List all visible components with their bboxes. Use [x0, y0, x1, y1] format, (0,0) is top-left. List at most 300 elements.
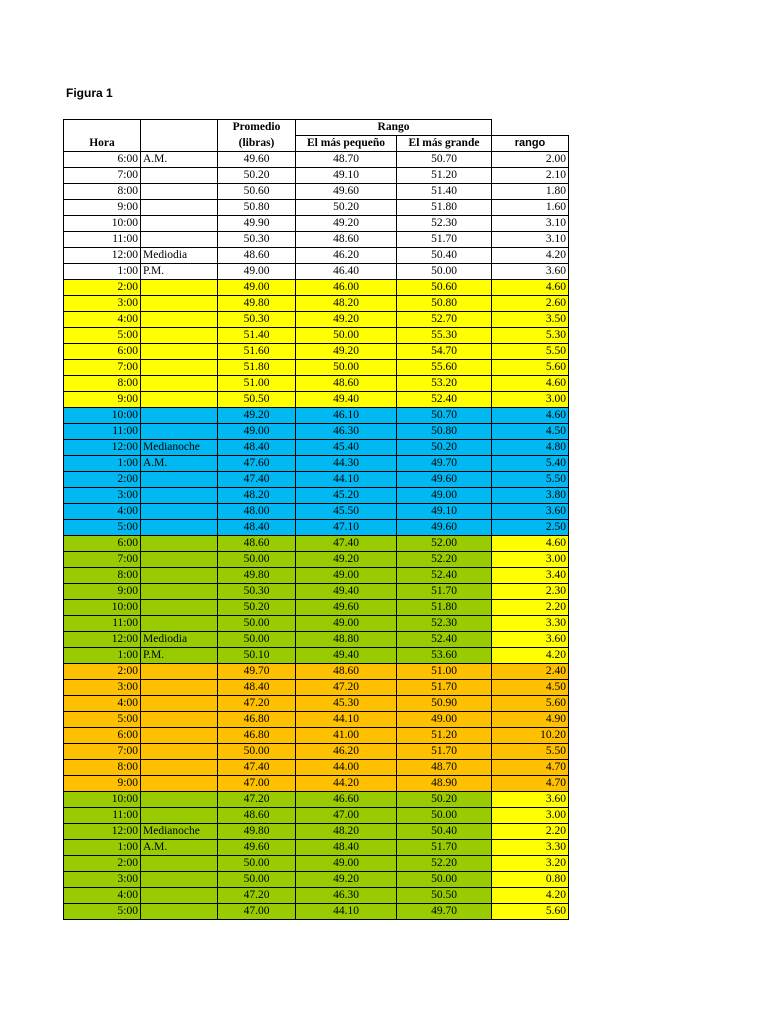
- period-label: P.M.: [141, 264, 218, 280]
- smallest-cell: 48.20: [296, 296, 397, 312]
- rango-cell: 0.80: [492, 872, 569, 888]
- period-label: [141, 520, 218, 536]
- period-label: [141, 792, 218, 808]
- header-promedio-unit: (libras): [218, 136, 296, 152]
- table-row: [64, 200, 569, 216]
- hora-cell: 5:00: [64, 520, 141, 536]
- period-label: [141, 408, 218, 424]
- period-label: [141, 904, 218, 920]
- largest-cell: 50.90: [397, 696, 492, 712]
- largest-cell: 49.60: [397, 472, 492, 488]
- period-label: [141, 168, 218, 184]
- promedio-cell: 49.60: [218, 152, 296, 168]
- rango-cell: 2.00: [492, 152, 569, 168]
- table-row: [64, 712, 569, 728]
- hora-cell: 7:00: [64, 360, 141, 376]
- hora-cell: 2:00: [64, 280, 141, 296]
- period-label: [141, 552, 218, 568]
- rango-cell: 2.20: [492, 824, 569, 840]
- largest-cell: 50.40: [397, 248, 492, 264]
- largest-cell: 51.80: [397, 600, 492, 616]
- period-label: [141, 744, 218, 760]
- promedio-cell: 49.60: [218, 840, 296, 856]
- promedio-cell: 50.20: [218, 600, 296, 616]
- largest-cell: 55.30: [397, 328, 492, 344]
- smallest-cell: 47.00: [296, 808, 397, 824]
- smallest-cell: 46.60: [296, 792, 397, 808]
- hora-cell: 4:00: [64, 696, 141, 712]
- smallest-cell: 49.20: [296, 344, 397, 360]
- period-label: [141, 184, 218, 200]
- hora-cell: 1:00: [64, 840, 141, 856]
- hora-cell: 8:00: [64, 184, 141, 200]
- table-row: [64, 632, 569, 648]
- period-label: [141, 600, 218, 616]
- promedio-cell: 49.80: [218, 568, 296, 584]
- largest-cell: 50.00: [397, 808, 492, 824]
- rango-cell: 5.30: [492, 328, 569, 344]
- smallest-cell: 50.00: [296, 328, 397, 344]
- table-row: [64, 424, 569, 440]
- rango-cell: 3.50: [492, 312, 569, 328]
- hora-cell: 10:00: [64, 216, 141, 232]
- rango-cell: 3.80: [492, 488, 569, 504]
- largest-cell: 52.30: [397, 216, 492, 232]
- promedio-cell: 49.80: [218, 296, 296, 312]
- largest-cell: 51.80: [397, 200, 492, 216]
- hora-cell: 4:00: [64, 312, 141, 328]
- largest-cell: 48.90: [397, 776, 492, 792]
- smallest-cell: 45.40: [296, 440, 397, 456]
- promedio-cell: 50.30: [218, 584, 296, 600]
- hora-cell: 9:00: [64, 776, 141, 792]
- table-row: [64, 408, 569, 424]
- table-row: [64, 840, 569, 856]
- table-row: [64, 728, 569, 744]
- rango-cell: 4.50: [492, 680, 569, 696]
- rango-cell: 3.10: [492, 232, 569, 248]
- table-row: [64, 792, 569, 808]
- period-label: [141, 808, 218, 824]
- table-row: [64, 520, 569, 536]
- hora-cell: 7:00: [64, 168, 141, 184]
- hora-cell: 3:00: [64, 488, 141, 504]
- largest-cell: 50.70: [397, 408, 492, 424]
- hora-cell: 5:00: [64, 712, 141, 728]
- promedio-cell: 48.60: [218, 248, 296, 264]
- promedio-cell: 48.60: [218, 808, 296, 824]
- table-row: [64, 808, 569, 824]
- promedio-cell: 48.40: [218, 440, 296, 456]
- smallest-cell: 49.20: [296, 552, 397, 568]
- header-smallest: El más pequeño: [296, 136, 397, 152]
- largest-cell: 50.70: [397, 152, 492, 168]
- smallest-cell: 44.10: [296, 712, 397, 728]
- period-label: [141, 216, 218, 232]
- header-largest: El más grande: [397, 136, 492, 152]
- hora-cell: 2:00: [64, 856, 141, 872]
- hora-cell: 8:00: [64, 760, 141, 776]
- rango-cell: 3.20: [492, 856, 569, 872]
- largest-cell: 49.70: [397, 456, 492, 472]
- smallest-cell: 49.40: [296, 648, 397, 664]
- header-blank-cell: [492, 120, 569, 136]
- period-label: [141, 488, 218, 504]
- smallest-cell: 44.10: [296, 904, 397, 920]
- hora-cell: 12:00: [64, 632, 141, 648]
- table-row: [64, 232, 569, 248]
- rango-cell: 4.70: [492, 776, 569, 792]
- period-label: [141, 280, 218, 296]
- smallest-cell: 48.60: [296, 376, 397, 392]
- table-row: [64, 360, 569, 376]
- largest-cell: 52.40: [397, 632, 492, 648]
- largest-cell: 50.80: [397, 296, 492, 312]
- smallest-cell: 47.40: [296, 536, 397, 552]
- rango-cell: 10.20: [492, 728, 569, 744]
- smallest-cell: 46.20: [296, 248, 397, 264]
- promedio-cell: 50.50: [218, 392, 296, 408]
- rango-cell: 5.60: [492, 904, 569, 920]
- table-row: [64, 456, 569, 472]
- hora-cell: 1:00: [64, 456, 141, 472]
- hora-cell: 11:00: [64, 616, 141, 632]
- smallest-cell: 49.00: [296, 568, 397, 584]
- hora-cell: 2:00: [64, 664, 141, 680]
- table-row: [64, 312, 569, 328]
- period-label: [141, 696, 218, 712]
- hora-cell: 8:00: [64, 376, 141, 392]
- largest-cell: 51.00: [397, 664, 492, 680]
- rango-cell: 3.40: [492, 568, 569, 584]
- promedio-cell: 50.00: [218, 632, 296, 648]
- table-row: [64, 648, 569, 664]
- largest-cell: 50.50: [397, 888, 492, 904]
- table-row: [64, 280, 569, 296]
- rango-cell: 2.40: [492, 664, 569, 680]
- hora-cell: 12:00: [64, 440, 141, 456]
- largest-cell: 52.70: [397, 312, 492, 328]
- period-label: [141, 712, 218, 728]
- rango-cell: 2.60: [492, 296, 569, 312]
- promedio-cell: 47.20: [218, 696, 296, 712]
- table-row: [64, 664, 569, 680]
- largest-cell: 49.00: [397, 488, 492, 504]
- largest-cell: 53.60: [397, 648, 492, 664]
- largest-cell: 52.20: [397, 552, 492, 568]
- smallest-cell: 46.10: [296, 408, 397, 424]
- rango-cell: 5.60: [492, 360, 569, 376]
- promedio-cell: 50.30: [218, 232, 296, 248]
- data-table: [63, 119, 569, 920]
- rango-cell: 4.60: [492, 536, 569, 552]
- smallest-cell: 48.70: [296, 152, 397, 168]
- largest-cell: 50.20: [397, 792, 492, 808]
- rango-cell: 2.20: [492, 600, 569, 616]
- header-label: [141, 136, 218, 152]
- smallest-cell: 50.20: [296, 200, 397, 216]
- smallest-cell: 41.00: [296, 728, 397, 744]
- period-label: A.M.: [141, 840, 218, 856]
- smallest-cell: 44.10: [296, 472, 397, 488]
- period-label: [141, 296, 218, 312]
- table-row: [64, 888, 569, 904]
- promedio-cell: 47.00: [218, 904, 296, 920]
- promedio-cell: 48.00: [218, 504, 296, 520]
- promedio-cell: 50.10: [218, 648, 296, 664]
- hora-cell: 12:00: [64, 248, 141, 264]
- table-row: [64, 872, 569, 888]
- table-row: [64, 296, 569, 312]
- largest-cell: 51.20: [397, 728, 492, 744]
- hora-cell: 6:00: [64, 536, 141, 552]
- rango-cell: 3.00: [492, 392, 569, 408]
- rango-cell: 4.20: [492, 648, 569, 664]
- largest-cell: 52.00: [397, 536, 492, 552]
- table-row: [64, 616, 569, 632]
- rango-cell: 5.50: [492, 344, 569, 360]
- promedio-cell: 50.00: [218, 856, 296, 872]
- promedio-cell: 47.20: [218, 888, 296, 904]
- largest-cell: 52.30: [397, 616, 492, 632]
- rango-cell: 4.60: [492, 376, 569, 392]
- rango-cell: 4.50: [492, 424, 569, 440]
- hora-cell: 2:00: [64, 472, 141, 488]
- hora-cell: 3:00: [64, 296, 141, 312]
- smallest-cell: 46.00: [296, 280, 397, 296]
- table-row: [64, 600, 569, 616]
- promedio-cell: 48.20: [218, 488, 296, 504]
- period-label: Medianoche: [141, 824, 218, 840]
- largest-cell: 50.40: [397, 824, 492, 840]
- hora-cell: 11:00: [64, 424, 141, 440]
- rango-cell: 2.50: [492, 520, 569, 536]
- largest-cell: 51.70: [397, 232, 492, 248]
- rango-cell: 4.20: [492, 248, 569, 264]
- largest-cell: 51.70: [397, 744, 492, 760]
- largest-cell: 49.60: [397, 520, 492, 536]
- period-label: [141, 872, 218, 888]
- promedio-cell: 50.00: [218, 552, 296, 568]
- largest-cell: 50.80: [397, 424, 492, 440]
- table-row: [64, 472, 569, 488]
- period-label: [141, 312, 218, 328]
- hora-cell: 9:00: [64, 584, 141, 600]
- promedio-cell: 46.80: [218, 712, 296, 728]
- smallest-cell: 46.40: [296, 264, 397, 280]
- period-label: Mediodia: [141, 248, 218, 264]
- period-label: [141, 776, 218, 792]
- period-label: Medianoche: [141, 440, 218, 456]
- promedio-cell: 47.20: [218, 792, 296, 808]
- smallest-cell: 48.60: [296, 232, 397, 248]
- rango-cell: 5.50: [492, 744, 569, 760]
- table-row: [64, 264, 569, 280]
- promedio-cell: 50.00: [218, 616, 296, 632]
- header-row-2: [64, 136, 569, 152]
- rango-cell: 4.70: [492, 760, 569, 776]
- smallest-cell: 48.60: [296, 664, 397, 680]
- largest-cell: 51.20: [397, 168, 492, 184]
- smallest-cell: 49.20: [296, 312, 397, 328]
- hora-cell: 10:00: [64, 600, 141, 616]
- header-promedio: Promedio: [218, 120, 296, 136]
- promedio-cell: 49.20: [218, 408, 296, 424]
- hora-cell: 7:00: [64, 744, 141, 760]
- period-label: [141, 360, 218, 376]
- smallest-cell: 48.20: [296, 824, 397, 840]
- promedio-cell: 47.60: [218, 456, 296, 472]
- rango-cell: 4.90: [492, 712, 569, 728]
- promedio-cell: 47.40: [218, 472, 296, 488]
- hora-cell: 10:00: [64, 408, 141, 424]
- rango-cell: 1.60: [492, 200, 569, 216]
- period-label: [141, 568, 218, 584]
- period-label: [141, 504, 218, 520]
- hora-cell: 1:00: [64, 264, 141, 280]
- smallest-cell: 49.00: [296, 616, 397, 632]
- hora-cell: 5:00: [64, 904, 141, 920]
- header-row-1: [64, 120, 569, 136]
- promedio-cell: 50.00: [218, 872, 296, 888]
- rango-cell: 1.80: [492, 184, 569, 200]
- hora-cell: 9:00: [64, 200, 141, 216]
- promedio-cell: 49.80: [218, 824, 296, 840]
- smallest-cell: 49.10: [296, 168, 397, 184]
- table-row: [64, 376, 569, 392]
- table-row: [64, 776, 569, 792]
- promedio-cell: 51.80: [218, 360, 296, 376]
- rango-cell: 3.00: [492, 808, 569, 824]
- smallest-cell: 44.20: [296, 776, 397, 792]
- hora-cell: 6:00: [64, 152, 141, 168]
- hora-cell: 1:00: [64, 648, 141, 664]
- rango-cell: 4.60: [492, 408, 569, 424]
- rango-cell: 3.60: [492, 792, 569, 808]
- smallest-cell: 50.00: [296, 360, 397, 376]
- table-row: [64, 680, 569, 696]
- smallest-cell: 48.80: [296, 632, 397, 648]
- period-label: [141, 616, 218, 632]
- smallest-cell: 46.20: [296, 744, 397, 760]
- rango-cell: 3.30: [492, 616, 569, 632]
- table-row: [64, 584, 569, 600]
- smallest-cell: 49.20: [296, 872, 397, 888]
- smallest-cell: 49.60: [296, 600, 397, 616]
- promedio-cell: 46.80: [218, 728, 296, 744]
- table-row: [64, 440, 569, 456]
- smallest-cell: 44.00: [296, 760, 397, 776]
- smallest-cell: 45.20: [296, 488, 397, 504]
- period-label: [141, 344, 218, 360]
- promedio-cell: 48.60: [218, 536, 296, 552]
- hora-cell: 3:00: [64, 680, 141, 696]
- header-rango: rango: [492, 136, 569, 152]
- largest-cell: 53.20: [397, 376, 492, 392]
- table-row: [64, 488, 569, 504]
- largest-cell: 49.00: [397, 712, 492, 728]
- rango-cell: 5.50: [492, 472, 569, 488]
- promedio-cell: 49.00: [218, 424, 296, 440]
- period-label: [141, 584, 218, 600]
- period-label: [141, 392, 218, 408]
- period-label: [141, 424, 218, 440]
- rango-cell: 5.40: [492, 456, 569, 472]
- period-label: Mediodia: [141, 632, 218, 648]
- hora-cell: 6:00: [64, 344, 141, 360]
- largest-cell: 54.70: [397, 344, 492, 360]
- period-label: A.M.: [141, 152, 218, 168]
- smallest-cell: 46.30: [296, 888, 397, 904]
- table-row: [64, 824, 569, 840]
- largest-cell: 51.70: [397, 584, 492, 600]
- rango-cell: 5.60: [492, 696, 569, 712]
- promedio-cell: 51.40: [218, 328, 296, 344]
- figure-title: Figura 1: [66, 86, 113, 100]
- largest-cell: 50.20: [397, 440, 492, 456]
- smallest-cell: 49.00: [296, 856, 397, 872]
- rango-cell: 3.00: [492, 552, 569, 568]
- period-label: [141, 680, 218, 696]
- period-label: [141, 328, 218, 344]
- table-row: [64, 328, 569, 344]
- table-row: [64, 904, 569, 920]
- hora-cell: 10:00: [64, 792, 141, 808]
- rango-cell: 3.60: [492, 504, 569, 520]
- table-row: [64, 536, 569, 552]
- table-row: [64, 392, 569, 408]
- promedio-cell: 50.00: [218, 744, 296, 760]
- largest-cell: 52.40: [397, 568, 492, 584]
- period-label: A.M.: [141, 456, 218, 472]
- period-label: P.M.: [141, 648, 218, 664]
- promedio-cell: 49.90: [218, 216, 296, 232]
- header-rango-group: Rango: [296, 120, 492, 136]
- largest-cell: 49.10: [397, 504, 492, 520]
- smallest-cell: 49.20: [296, 216, 397, 232]
- hora-cell: 11:00: [64, 808, 141, 824]
- table-row: [64, 248, 569, 264]
- header-hora-top: [64, 120, 141, 136]
- promedio-cell: 49.00: [218, 264, 296, 280]
- hora-cell: 5:00: [64, 328, 141, 344]
- largest-cell: 52.20: [397, 856, 492, 872]
- hora-cell: 12:00: [64, 824, 141, 840]
- table-row: [64, 696, 569, 712]
- rango-cell: 3.30: [492, 840, 569, 856]
- promedio-cell: 50.30: [218, 312, 296, 328]
- period-label: [141, 472, 218, 488]
- promedio-cell: 51.00: [218, 376, 296, 392]
- promedio-cell: 51.60: [218, 344, 296, 360]
- hora-cell: 6:00: [64, 728, 141, 744]
- smallest-cell: 49.60: [296, 184, 397, 200]
- largest-cell: 55.60: [397, 360, 492, 376]
- period-label: [141, 664, 218, 680]
- header-label-top: [141, 120, 218, 136]
- rango-cell: 4.60: [492, 280, 569, 296]
- hora-cell: 3:00: [64, 872, 141, 888]
- smallest-cell: 48.40: [296, 840, 397, 856]
- table-row: [64, 504, 569, 520]
- table-row: [64, 168, 569, 184]
- smallest-cell: 49.40: [296, 392, 397, 408]
- table-row: [64, 344, 569, 360]
- table-row: [64, 184, 569, 200]
- largest-cell: 50.00: [397, 872, 492, 888]
- promedio-cell: 50.80: [218, 200, 296, 216]
- promedio-cell: 48.40: [218, 520, 296, 536]
